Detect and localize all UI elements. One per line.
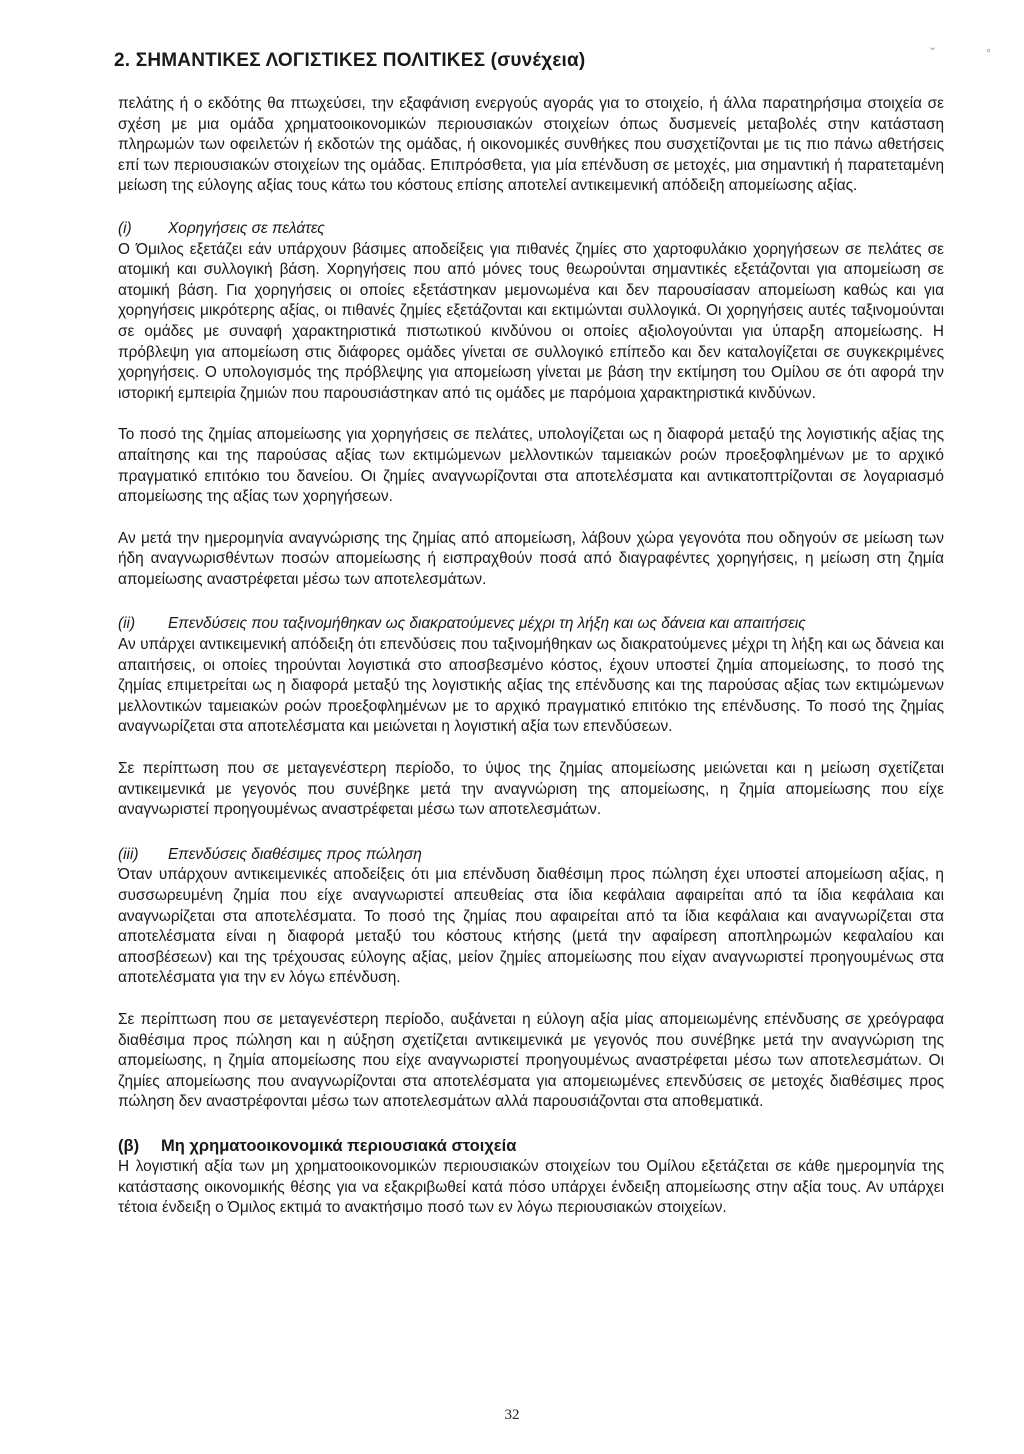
page-content (114, 50, 944, 1219)
paragraph-loans-3: Αν μετά την ημερομηνία αναγνώρισης της ζημίας από απομείωση, λάβουν χώρα γεγονότα που οδηγούν σε μείωση των ήδη αναγνωρισθέντων ποσών απομείωσης ή εισπραχθούν ποσά από διαγραφέντες χορηγήσεις, η μείωση στη ζημία απομείωσης αναστρέφεται μέσω των αποτελεσμάτων. (118, 529, 944, 588)
paragraph-loans-1: Ο Όμιλος εξετάζει εάν υπάρχουν βάσιμες αποδείξεις για πιθανές ζημίες στο χαρτοφυλάκιο χορηγήσεων σε πελάτες σε ατομική και συλλογική βάση. Χορηγήσεις που από μόνες τους θεωρούνται σημαντικές εξετάζονται για απομείωση σε ατομική βάση. Για χορηγήσεις οι οποίες εξετάστηκαν μεμονωμένα και δεν παρουσίασαν απομείωση καθώς και για χορηγήσεις μικρότερης αξίας, οι πιθανές ζημίες εξετάζονται και εκτιμώνται συλλογικά. Οι χορηγήσεις αυτές ταξινομούνται σε ομάδες με συναφή χαρακτηριστικά πιστωτικού κινδύνου οι οποίες αξιολογούνται για ύπαρξη απομείωσης. Η πρόβλεψη για απομείωση στις διάφορες ομάδες γίνεται σε συλλογικό επίπεδο και δεν καταλογίζεται σε συγκεκριμένες χορηγήσεις. Ο υπολογισμός της πρόβλεψης για απομείωση γίνεται με βάση την εκτίμηση του Ομίλου σε ότι αφορά την ιστορική εμπειρία ζημιών που παρουσιάστηκαν από τις ομάδες με παρόμοια χαρακτηριστικά κινδύνων. (118, 240, 944, 402)
paragraph-afs-2: Σε περίπτωση που σε μεταγενέστερη περίοδο, αυξάνεται η εύλογη αξία μίας απομειωμένης επένδυσης σε χρεόγραφα διαθέσιμα προς πώληση και η αύξηση σχετίζεται αντικειμενικά με γεγονός που συνέβηκε μετά την αναγνώριση της απομείωσης, η ζημία απομείωσης που είχε αναγνωριστεί προηγουμένως αναστρέφεται μέσω των αποτελεσμάτων. Οι ζημίες απομείωσης που αναγνωρίζονται στα αποτελέσματα για απομειωμένες επενδύσεις σε μετοχές διαθέσιμες προς πώληση δεν αναστρέφονται μέσω των αποτελεσμάτων αλλά παρουσιάζονται στα αποθεματικά. (118, 1010, 944, 1111)
subsection-title-afs (118, 845, 944, 866)
subsection-number: (ii) (118, 615, 136, 633)
subsection-number: (β) (118, 1136, 140, 1155)
page-number: 32 (504, 1407, 520, 1423)
subsection-title-text: Επενδύσεις που ταξινομήθηκαν ως διακρατούμενες μέχρι τη λήξη και ως δάνεια και απαιτήσεις (168, 615, 806, 633)
subsection-number: (iii) (118, 845, 139, 863)
section-heading: 2. ΣΗΜΑΝΤΙΚΕΣ ΛΟΓΙΣΤΙΚΕΣ ΠΟΛΙΤΙΚΕΣ (συνέχεια) (114, 50, 586, 71)
scan-mark: ⌄ (928, 40, 938, 53)
subsection-title-text: Χορηγήσεις σε πελάτες (168, 219, 325, 237)
paragraph-htm-1: Αν υπάρχει αντικειμενική απόδειξη ότι επενδύσεις που ταξινομήθηκαν ως διακρατούμενες μέχρι τη λήξη και ως δάνεια και απαιτήσεις, οι οποίες τηρούνται λογιστικά στο αποσβεσμένο κόστος, έχουν υποστεί ζημία απομείωσης, το ποσό της ζημίας επιμετρείται ως η διαφορά μεταξύ της λογιστικής αξίας της επένδυσης και της παρούσας αξίας των εκτιμώμενων μελλοντικών ταμειακών ροών προεξοφλημένων με το αρχικό πραγματικό επιτόκιο της επένδυσης. Το ποσό της ζημίας αναγνωρίζεται στα αποτελέσματα και μειώνεται η λογιστική αξία των επενδύσεων. (118, 636, 944, 736)
subsection-title-text: Μη χρηματοοικονομικά περιουσιακά στοιχεία (161, 1136, 517, 1155)
paragraph-afs-1: Όταν υπάρχουν αντικειμενικές αποδείξεις ότι μια επένδυση διαθέσιμη προς πώληση έχει υποστεί απομείωση αξίας, η συσσωρευμένη ζημία που είχε αναγνωριστεί απευθείας στα ίδια κεφάλαια αφαιρείται από τα ίδια κεφάλαια και αναγνωρίζεται στα αποτελέσματα. Το ποσό της ζημίας που αφαιρείται από τα ίδια κεφάλαια και αναγνωρίζεται στα αποτελέσματα είναι η διαφορά μεταξύ του κόστους κτήσης (μετά την αφαίρεση αποπληρωμών κεφαλαίου και αποσβέσεων) και της τρέχουσας εύλογης αξίας, μείον ζημίες απομείωσης που είχαν αναγνωριστεί προηγουμένως στα αποτελέσματα για την εν λόγω επένδυση. (118, 866, 944, 987)
subsection-number: (i) (118, 219, 132, 237)
subsection-title-loans (118, 219, 944, 240)
subsection-title-nonfinancial (118, 1135, 944, 1157)
paragraph-htm-2: Σε περίπτωση που σε μεταγενέστερη περίοδο, το ύψος της ζημίας απομείωσης μειώνεται και η μείωση σχετίζεται αντικειμενικά με γεγονός που συνέβηκε μετά την αναγνώριση της απομείωσης, η ζημία απομείωσης που είχε αναγνωριστεί προηγουμένως αναστρέφεται μέσω των αποτελεσμάτων. (118, 760, 944, 819)
paragraph-loans-2: Το ποσό της ζημίας απομείωσης για χορηγήσεις σε πελάτες, υπολογίζεται ως η διαφορά μεταξύ της λογιστικής αξίας της απαίτησης και της παρούσας αξίας των εκτιμώμενων μελλοντικών ταμειακών ροών προεξοφλημένων με το αρχικό πραγματικό επιτόκιο του δανείου. Οι ζημίες αναγνωρίζονται στα αποτελέσματα και αντικατοπτρίζονται σε λογαριασμό απομείωσης της αξίας των χορηγήσεων. (118, 426, 944, 506)
subsection-title-htm (118, 614, 944, 635)
paragraph-nonfinancial-1: Η λογιστική αξία των μη χρηματοοικονομικών περιουσιακών στοιχείων του Ομίλου εξετάζεται σε κάθε ημερομηνία της κατάστασης οικονομικής θέσης για να εξακριβωθεί κατά πόσο υπάρχει ένδειξη απομείωσης στην αξία τους. Αν υπάρχει τέτοια ένδειξη ο Όμιλος εκτιμά το ανακτήσιμο ποσό των εν λόγω περιουσιακών στοιχείων. (118, 1157, 944, 1217)
paragraph-intro: πελάτης ή ο εκδότης θα πτωχεύσει, την εξαφάνιση ενεργούς αγοράς για το στοιχείο, ή άλλα παρατηρήσιμα στοιχεία σε σχέση με μια ομάδα χρηματοοικονομικών περιουσιακών στοιχείων όπως δυσμενείς μεταβολές στην κατάσταση πληρωμών των οφειλετών ή εκδοτών της ομάδας, ή οικονομικές συνθήκες που συσχετίζονται με τις πιο πάνω αθετήσεις επί των περιουσιακών στοιχείων της ομάδας. Επιπρόσθετα, για μία επένδυση σε μετοχές, μια σημαντική ή παρατεταμένη μείωση της εύλογης αξίας τους κάτω του κόστους επίσης αποτελεί αντικειμενική απόδειξη απομείωσης αξίας. (118, 95, 944, 195)
scan-mark: ∘ (985, 44, 992, 57)
subsection-title-text: Επενδύσεις διαθέσιμες προς πώληση (168, 845, 422, 863)
